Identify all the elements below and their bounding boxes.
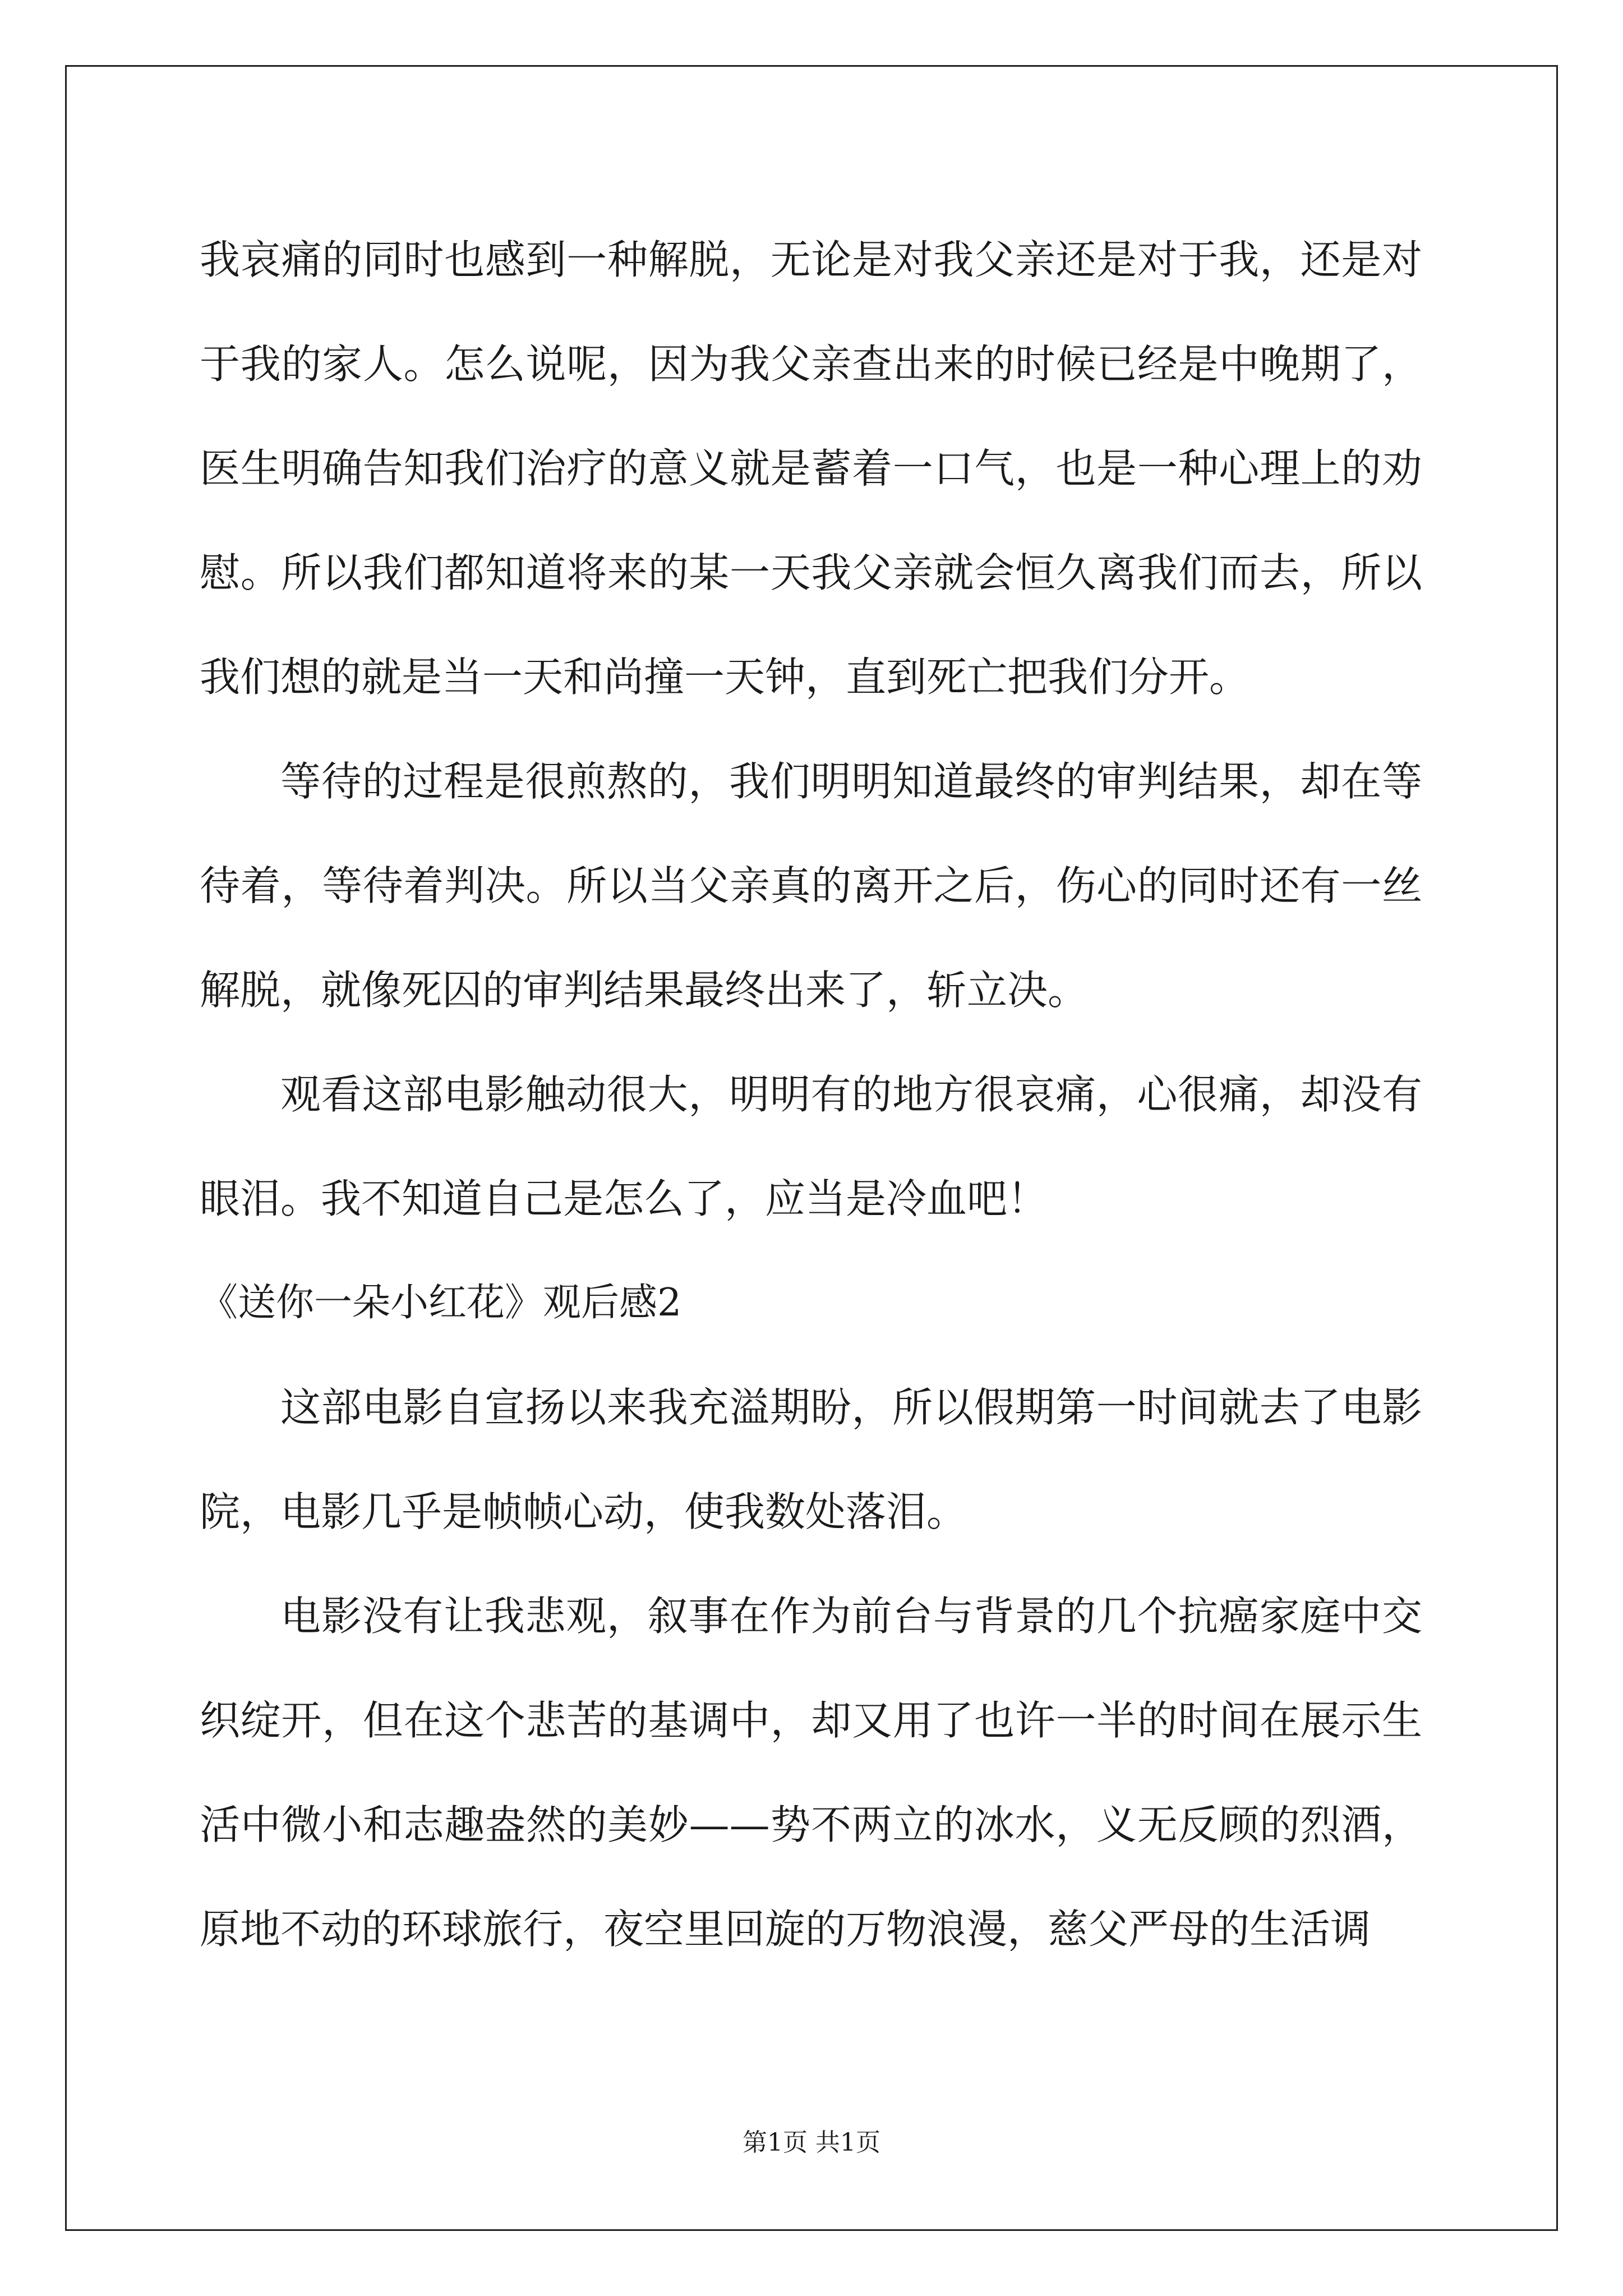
page-footer: 第1页 共1页: [743, 2128, 880, 2157]
paragraph-2: 等待的过程是很煎熬的，我们明明知道最终的审判结果，却在等待着，等待着判决。所以当父亲真的离开之后，伤心的同时还有一丝解脱，就像死囚的审判结果最终出来了，斩立决。: [200, 758, 1422, 1014]
paragraph-4: 这部电影自宣扬以来我充溢期盼，所以假期第一时间就去了电影院，电影几乎是帧帧心动，使我数处落泪。: [200, 1384, 1422, 1535]
section-title: 《送你一朵小红花》观后感2: [200, 1281, 682, 1325]
paragraph-5: 电影没有让我悲观，叙事在作为前台与背景的几个抗癌家庭中交织绽开，但在这个悲苦的基调中，却又用了也许一半的时间在展示生活中微小和志趣盎然的美妙——势不两立的冰水，义无反顾的烈酒，原地不动的环球旅行，夜空里回旋的万物浪漫，慈父严母的生活调: [200, 1593, 1422, 1953]
paragraph-1: 我哀痛的同时也感到一种解脱，无论是对我父亲还是对于我，还是对于我的家人。怎么说呢，因为我父亲查出来的时候已经是中晚期了，医生明确告知我们治疗的意义就是蓄着一口气，也是一种心理上的劝慰。所以我们都知道将来的某一天我父亲就会恒久离我们而去，所以我们想的就是当一天和尚撞一天钟，直到死亡把我们分开。: [200, 236, 1422, 701]
paragraph-3: 观看这部电影触动很大，明明有的地方很哀痛，心很痛，却没有眼泪。我不知道自己是怎么了，应当是冷血吧！: [200, 1071, 1422, 1222]
document-body: [200, 208, 1422, 1981]
